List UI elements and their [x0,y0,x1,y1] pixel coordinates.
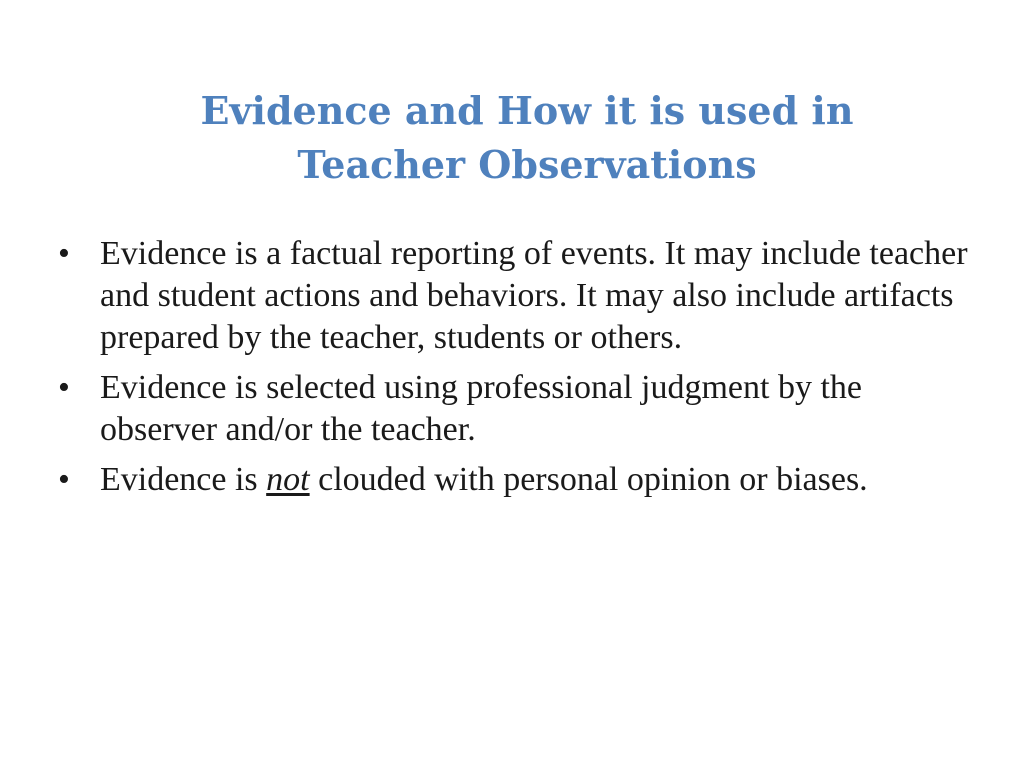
slide-title-line-2: Teacher Observations [297,142,757,187]
emphasized-word: not [266,461,310,498]
bullet-point-icon: • [58,235,70,272]
bullet-point-icon: • [58,369,70,406]
bullet-item-evidence-definition [56,233,976,359]
bullet-text [100,461,868,498]
bullet-item-evidence-selection [56,367,976,451]
bullet-text-after-emphasis: clouded with personal opinion or biases. [309,461,868,498]
slide-title [80,84,974,192]
bullet-item-evidence-bias [56,459,976,501]
bullet-text-before-emphasis: Evidence is [100,461,267,498]
bullet-text: Evidence is selected using professional judgment by the observer and/or the teacher. [100,369,862,448]
bullet-text: Evidence is a factual reporting of events. It may include teacher and student actions and behaviors. It may also include artifacts prepared by the teacher, students or others. [100,235,968,356]
bullet-list [56,233,976,509]
bullet-point-icon: • [58,461,70,498]
slide-title-line-1: Evidence and How it is used in [200,88,854,133]
